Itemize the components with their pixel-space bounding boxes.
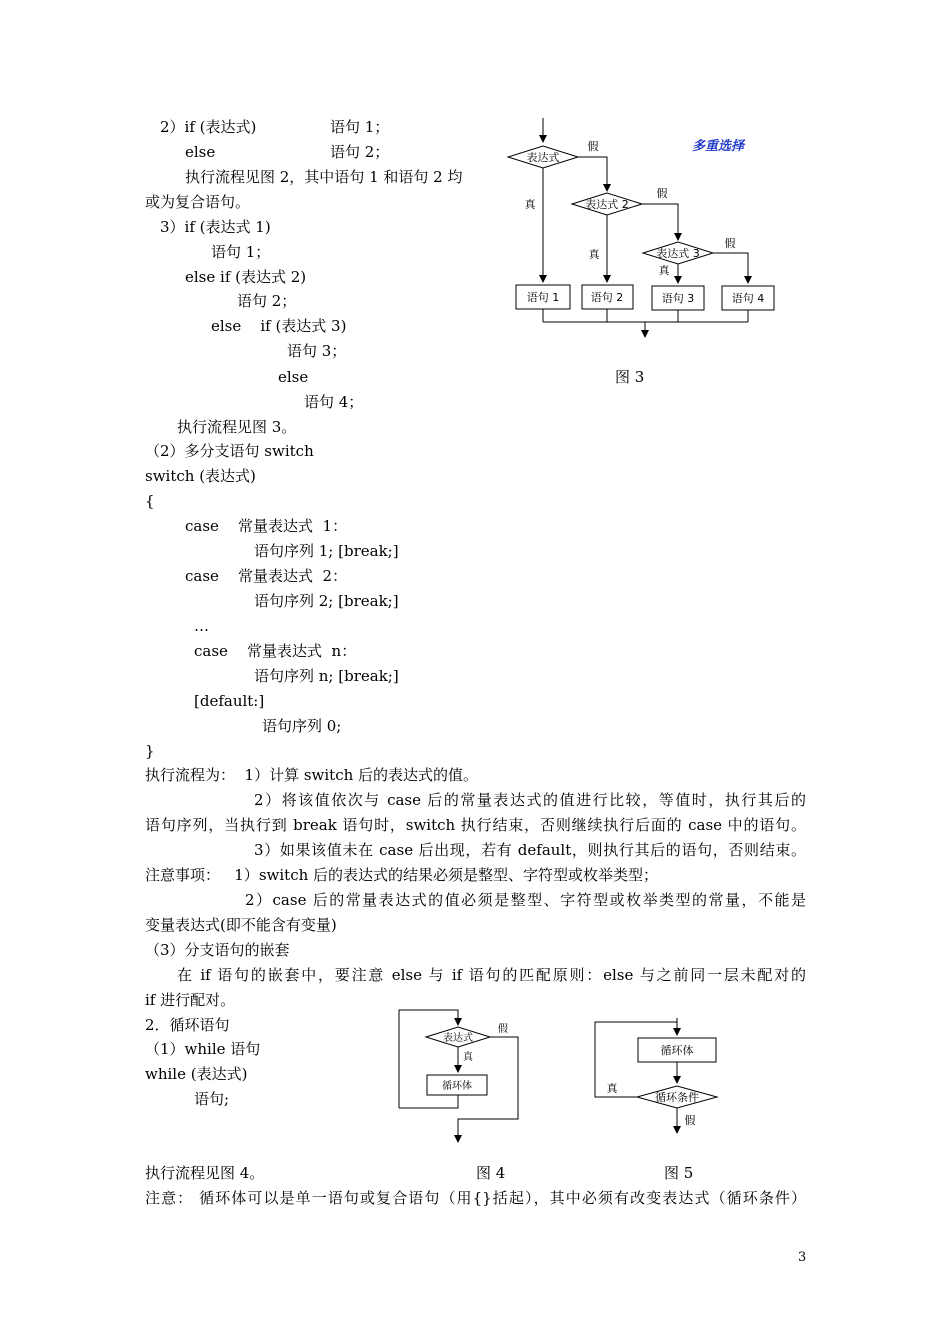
fig5-false-label: 假 — [684, 1114, 696, 1127]
code-line: else — [185, 143, 216, 161]
code-line: 语句 2； — [237, 292, 297, 310]
page-number: 3 — [798, 1250, 807, 1265]
code-line: else if (表达式 3) — [211, 317, 347, 335]
fig3-expr1-label: 表达式 — [526, 151, 560, 164]
code-line: { — [145, 492, 155, 510]
paragraph-line: 2）将该值依次与 case 后的常量表达式的值进行比较，等值时，执行其后的 — [254, 791, 806, 809]
code-line: … — [194, 617, 209, 635]
figure-5-flowchart — [595, 1018, 717, 1133]
code-line: switch (表达式) — [145, 467, 256, 485]
code-line: 语句 1； — [330, 118, 390, 136]
fig4-false-label: 假 — [498, 1024, 508, 1035]
fig4-cond-label: 表达式 — [443, 1033, 473, 1044]
paragraph-line: 语句序列，当执行到 break 语句时，switch 执行结束，否则继续执行后面的 case 中的语句。 — [145, 816, 806, 834]
code-line: else if (表达式 2) — [185, 268, 307, 286]
fig4-body-label: 循环体 — [442, 1081, 472, 1092]
fig3-expr3-label: 表达式 3 — [656, 247, 700, 260]
paragraph-line: if 进行配对。 — [145, 991, 236, 1009]
paragraph-line: 变量表达式(即不能含有变量) — [145, 916, 337, 934]
code-line: while (表达式) — [145, 1065, 248, 1083]
fig3-true-label: 真 — [524, 198, 536, 211]
code-line: case 常量表达式 2： — [185, 567, 348, 585]
section-heading: （3）分支语句的嵌套 — [145, 941, 290, 959]
code-line: 语句序列 1; [break;] — [254, 542, 399, 560]
code-line: } — [145, 742, 155, 760]
section-heading: 2．循环语句 — [145, 1016, 230, 1034]
code-line: [default:] — [194, 692, 265, 710]
fig3-true-label: 真 — [658, 264, 670, 277]
fig5-cond-label: 循环条件 — [655, 1091, 699, 1104]
code-line: 2）if (表达式) — [160, 118, 257, 136]
paragraph-line: 2）case 后的常量表达式的值必须是整型、字符型或枚举类型的常量，不能是 — [245, 891, 806, 909]
section-heading: （2）多分支语句 switch — [145, 442, 314, 460]
code-line: 语句 3； — [287, 342, 347, 360]
code-line: 语句 1； — [211, 243, 271, 261]
fig5-body-label: 循环体 — [660, 1044, 694, 1057]
paragraph-line: 执行流程见图 3。 — [177, 418, 297, 436]
fig3-false-label: 假 — [656, 187, 668, 200]
fig3-expr2-label: 表达式 2 — [585, 198, 629, 211]
paragraph-line: 执行流程见图 2，其中语句 1 和语句 2 均 — [185, 168, 463, 186]
code-line: 语句序列 2; [break;] — [254, 592, 399, 610]
fig3-stmt3-label: 语句 3 — [661, 292, 695, 305]
fig5-true-label: 真 — [606, 1082, 618, 1095]
fig3-stmt1-label: 语句 1 — [526, 291, 560, 304]
fig3-false-label: 假 — [724, 237, 736, 250]
fig3-false-label: 假 — [587, 140, 599, 153]
fig3-stmt4-label: 语句 4 — [731, 292, 765, 305]
code-line: 语句序列 n; [break;] — [254, 667, 399, 685]
figure-4-caption: 图 4 — [476, 1164, 506, 1182]
paragraph-line: 注意： 循环体可以是单一语句或复合语句（用{}括起），其中必须有改变表达式（循环条件） — [145, 1189, 806, 1207]
section-heading: （1）while 语句 — [145, 1040, 261, 1058]
code-line: 语句 2； — [330, 143, 390, 161]
figure-3-caption: 图 3 — [615, 368, 645, 386]
code-line: 语句 4； — [304, 393, 364, 411]
figure-5-caption: 图 5 — [664, 1164, 694, 1182]
paragraph-line: 执行流程见图 4。 — [145, 1164, 265, 1182]
paragraph-line: 在 if 语句的嵌套中，要注意 else 与 if 语句的匹配原则：else 与之前同一层未配对的 — [177, 966, 806, 984]
code-line: else — [278, 368, 309, 386]
code-line: case 常量表达式 n： — [194, 642, 357, 660]
paragraph-line: 注意事项： 1）switch 后的表达式的结果必须是整型、字符型或枚举类型； — [145, 866, 659, 884]
paragraph-line: 3）如果该值未在 case 后出现，若有 default，则执行其后的语句，否则结束。 — [254, 841, 806, 859]
paragraph-line: 或为复合语句。 — [145, 193, 251, 211]
fig4-true-label: 真 — [463, 1052, 473, 1063]
fig3-title: 多重选择 — [691, 139, 745, 154]
code-line: 3）if (表达式 1) — [160, 218, 271, 236]
fig3-true-label: 真 — [588, 248, 600, 261]
fig3-stmt2-label: 语句 2 — [590, 291, 624, 304]
paragraph-line: 执行流程为： 1）计算 switch 后的表达式的值。 — [145, 766, 479, 784]
code-line: 语句序列 0; — [262, 717, 342, 735]
code-line: case 常量表达式 1： — [185, 517, 348, 535]
code-line: 语句; — [194, 1090, 230, 1108]
